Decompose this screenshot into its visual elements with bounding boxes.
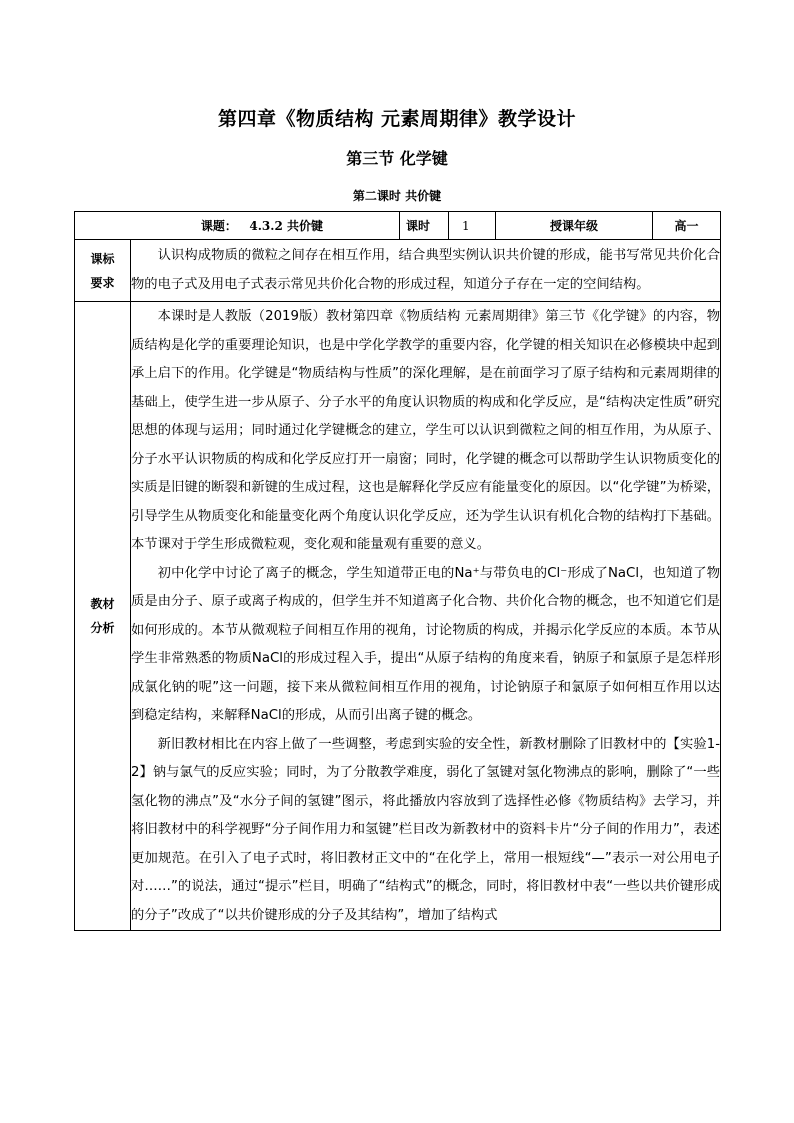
grade-value: 高一: [653, 212, 721, 240]
grade-label: 授课年级: [496, 212, 653, 240]
section-title: 第三节 化学键: [346, 149, 448, 168]
requirements-label: 课标 要求: [75, 240, 131, 302]
topic-cell: [75, 212, 400, 240]
analysis-label: 教材 分析: [75, 302, 131, 931]
lesson-plan-table: [74, 211, 721, 931]
analysis-row: [75, 302, 721, 931]
requirements-row: [75, 240, 721, 302]
header-row: [75, 212, 721, 240]
analysis-paragraph: 新旧教材相比在内容上做了一些调整，考虑到实验的安全性，新教材删除了旧教材中的【实验1-2】钠与氯气的反应实验；同时，为了分散教学难度，弱化了氢键对氢化物沸点的影响，删除了“一些氢化物的沸点”及“水分子间的氢键”图示，将此播放内容放到了选择性必修《物质结构》去学习，并将旧教材中的科学视野“分子间作用力和氢键”栏目改为新教材中的资料卡片“分子间的作用力”，表述更加规范。在引入了电子式时，将旧教材正文中的“在化学上，常用一根短线“—”表示一对公用电子对……”的说法，通过“提示”栏目，明确了“结构式”的概念，同时，将旧教材中表“一些以共价键形成的分子”改成了“以共价键形成的分子及其结构”，增加了结构式: [131, 736, 720, 923]
analysis-text: [131, 302, 721, 931]
topic-value: 4.3.2 共价键: [249, 219, 323, 233]
requirements-text: 认识构成物质的微粒之间存在相互作用，结合典型实例认识共价键的形成，能书写常见共价化合物的电子式及用电子式表示常见共价化合物的形成过程，知道分子存在一定的空间结构。: [131, 240, 721, 302]
analysis-paragraph: 初中化学中讨论了离子的概念，学生知道带正电的Na⁺与带负电的Cl⁻形成了NaCl，也知道了物质是由分子、原子或离子构成的，但学生并不知道离子化合物、共价化合物的概念，也不知道它们是如何形成的。本节从微观粒子间相互作用的视角，讨论物质的构成，并揭示化学反应的本质。本节从学生非常熟悉的物质NaCl的形成过程入手，提出“从原子结构的角度来看，钠原子和氯原子是怎样形成氯化钠的呢”这一问题，接下来从微粒间相互作用的视角，讨论钠原子和氯原子如何相互作用以达到稳定结构，来解释NaCl的形成，从而引出离子键的概念。: [131, 565, 720, 723]
hours-value: 1: [449, 212, 496, 240]
topic-label: 课题：: [200, 219, 237, 233]
document-title: 第四章《物质结构 元素周期律》教学设计: [217, 108, 577, 130]
lesson-title: 第二课时 共价键: [352, 189, 442, 203]
analysis-paragraph: 本课时是人教版（2019版）教材第四章《物质结构 元素周期律》第三节《化学键》的内容，物质结构是化学的重要理论知识，也是中学化学教学的重要内容，化学键的相关知识在必修模块中起到承上启下的作用。化学键是“物质结构与性质”的深化理解，是在前面学习了原子结构和元素周期律的基础上，使学生进一步从原子、分子水平的角度认识物质的构成和化学反应，是“结构决定性质”研究思想的体现与运用；同时通过化学键概念的建立，学生可以认识到微粒之间的相互作用，为从原子、分子水平认识物质的构成和化学反应打开一扇窗；同时，化学键的概念可以帮助学生认识物质变化的实质是旧键的断裂和新键的生成过程，这也是解释化学反应有能量变化的原因。以“化学键”为桥梁，引导学生从物质变化和能量变化两个角度认识化学反应，还为学生认识有机化合物的结构打下基础。本节课对于学生形成微粒观，变化观和能量观有重要的意义。: [131, 309, 720, 552]
hours-label: 课时: [400, 212, 449, 240]
